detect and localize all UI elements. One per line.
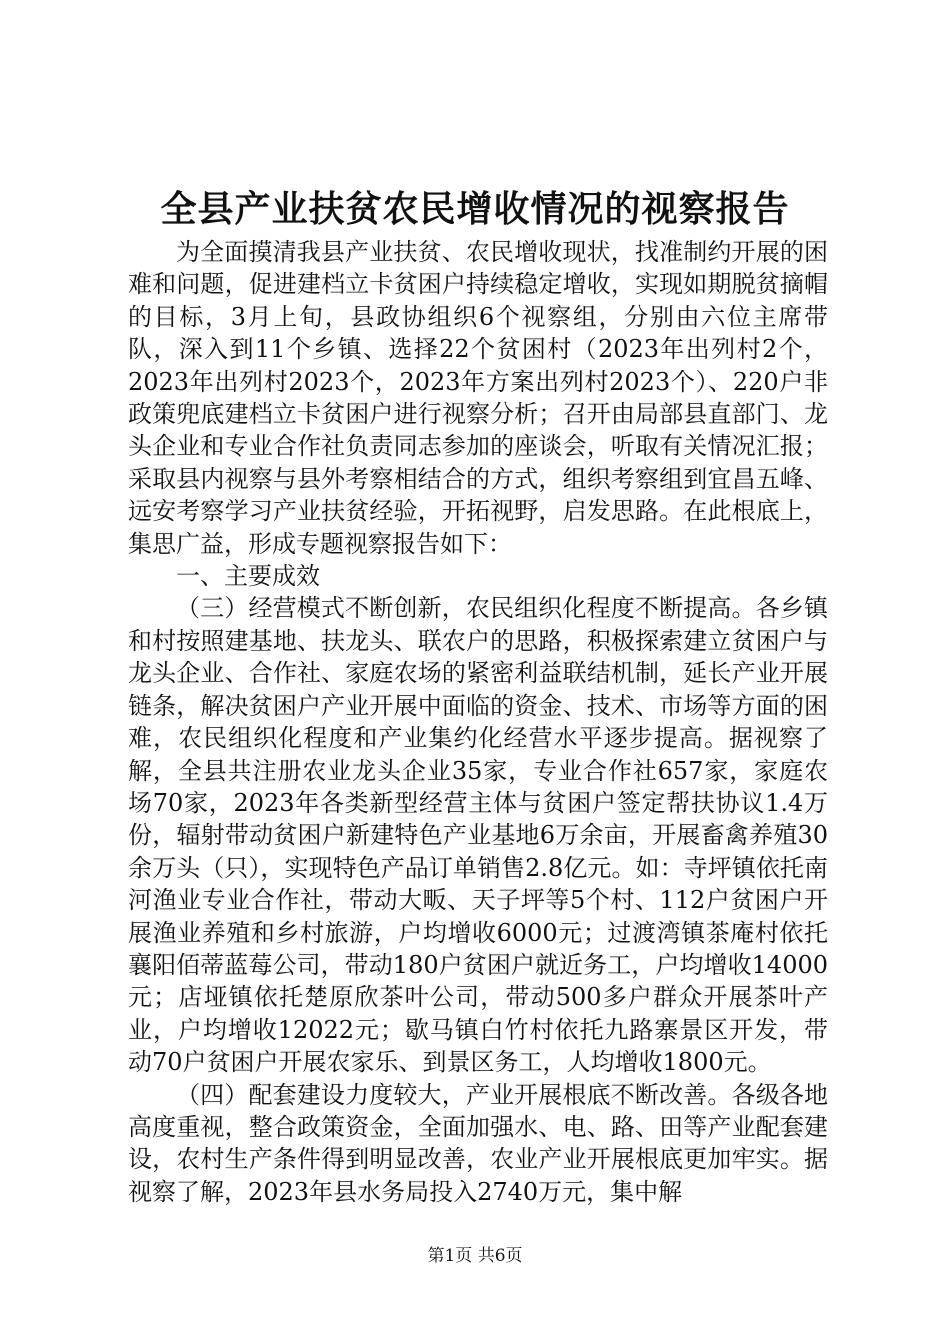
body-paragraph: （四）配套建设力度较大，产业开展根底不断改善。各级各地高度重视，整合政策资金，全面加强水、电、路、田等产业配套建设，农村生产条件得到明显改善，农业产业开展根底更加牢实。据视察了解，2023年县水务局投入2740万元，集中解 (128, 1080, 828, 1206)
page-number: 第1页 共6页 (427, 1246, 523, 1266)
body-paragraph: （三）经营模式不断创新，农民组织化程度不断提高。各乡镇和村按照建基地、扶龙头、联农户的思路，积极探索建立贫困户与龙头企业、合作社、家庭农场的紧密利益联结机制，延长产业开展链条，解决贫困户产业开展中面临的资金、技术、市场等方面的困难，农民组织化程度和产业集约化经营水平逐步提高。据视察了解，全县共注册农业龙头企业35家，专业合作社657家，家庭农场70家，2023年各类新型经营主体与贫困户签定帮扶协议1.4万份，辐射带动贫困户新建特色产业基地6万余亩，开展畜禽养殖30余万头（只），实现特色产品订单销售2.8亿元。如：寺坪镇依托南河渔业专业合作社，带动大畈、天子坪等5个村、112户贫困户开展渔业养殖和乡村旅游，户均增收6000元；过渡湾镇茶庵村依托襄阳佰蒂蓝莓公司，带动180户贫困户就近务工，户均增收14000元；店垭镇依托楚原欣茶叶公司，带动500多户群众开展茶叶产业，户均增收12022元；歇马镇白竹村依托九路寨景区开发，带动70户贫困户开展农家乐、到景区务工，人均增收1800元。 (128, 594, 828, 1077)
document-body (128, 236, 828, 1208)
section-heading: 一、主要成效 (176, 562, 320, 591)
document-title: 全县产业扶贫农民增收情况的视察报告 (160, 188, 790, 230)
intro-paragraph: 为全面摸清我县产业扶贫、农民增收现状，找准制约开展的困难和问题，促进建档立卡贫困户持续稳定增收，实现如期脱贫摘帽的目标，3月上旬，县政协组织6个视察组，分别由六位主席带队，深入到11个乡镇、选择22个贫困村（2023年出列村2个，2023年出列村2023个，2023年方案出列村2023个）、220户非政策兜底建档立卡贫困户进行视察分析；召开由局部县直部门、龙头企业和专业合作社负责同志参加的座谈会，听取有关情况汇报；采取县内视察与县外考察相结合的方式，组织考察组到宜昌五峰、远安考察学习产业扶贫经验，开拓视野，启发思路。在此根底上，集思广益，形成专题视察报告如下： (128, 238, 828, 558)
